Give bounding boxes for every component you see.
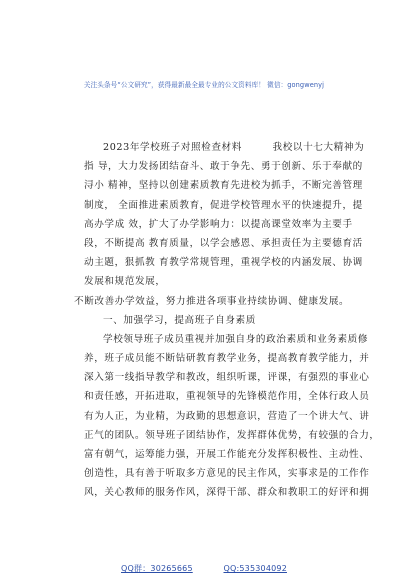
text-line: 有为人正，为业精，为政勤的思想意识，营造了一个讲大气、讲 xyxy=(84,410,370,422)
footer-contacts xyxy=(0,563,408,574)
text-line: 高办学成 效，扩大了办学影响力：以提高课堂效率为主要手 xyxy=(84,218,353,230)
section-heading: 一、加强学习，提高班子自身素质 xyxy=(103,314,256,326)
text-line: 风，关心教师的服务作风，深得干部、群众和教职工的好评和拥 xyxy=(84,487,370,499)
text-line: 养，班子成员能不断钻研教育教学业务，提高教育教学能力，并 xyxy=(84,353,370,365)
header-notice: 关注头条号“公文研究”，获得最新最全最专业的公文资料库！ 微信：gongwenyj xyxy=(83,81,325,89)
text-line: 指 导，大力发扬团结奋斗、敢于争先、勇于创新、乐于奉献的 xyxy=(84,161,363,173)
text-line: 不断改善办学效益，努力推进各项事业持续协调、健康发展。 xyxy=(74,295,350,307)
text-line: 深入第一线指导教学和教改，组织听课，评课，有强烈的事业心 xyxy=(84,372,370,384)
text-line: 段，不断提高 教育质量，以学会感恩、承担责任为主要德育活 xyxy=(84,237,363,249)
text-line: 富有朝气，运筹能力强，开展工作能充分发挥积极性、主动性、 xyxy=(84,449,370,460)
qq-group-link[interactable]: QQ群：30265665 xyxy=(121,564,193,573)
text-line: 创造性，具有善于听取多方意见的民主作风，实事求是的工作作 xyxy=(84,468,370,480)
text-line: 和责任感，开拓进取，重视领导的先锋模范作用，全体行政人员 xyxy=(84,391,370,403)
qq-link[interactable]: QQ:535304092 xyxy=(223,564,287,573)
text-line: 正气的团队。领导班子团结协作，发挥群体优势，有较强的合力， xyxy=(84,429,380,441)
document-body xyxy=(74,138,380,503)
text-line: 动主题，狠抓教 育教学常规管理，重视学校的内涵发展、协调 xyxy=(84,257,363,269)
text-line: 浔小 精神，坚持以创建素质教育先进校为抓手，不断完善管理 xyxy=(84,180,363,192)
text-line: 发展和规范发展， xyxy=(84,276,166,288)
text-line: 制度， 全面推进素质教育，促进学校管理水平的快速提升，提 xyxy=(84,199,363,211)
text-line: 2023年学校班子对照检查材料 我校以十七大精神为 xyxy=(103,142,365,153)
text-line: 学校领导班子成员重视并加强自身的政治素质和业务素质修 xyxy=(103,333,369,345)
